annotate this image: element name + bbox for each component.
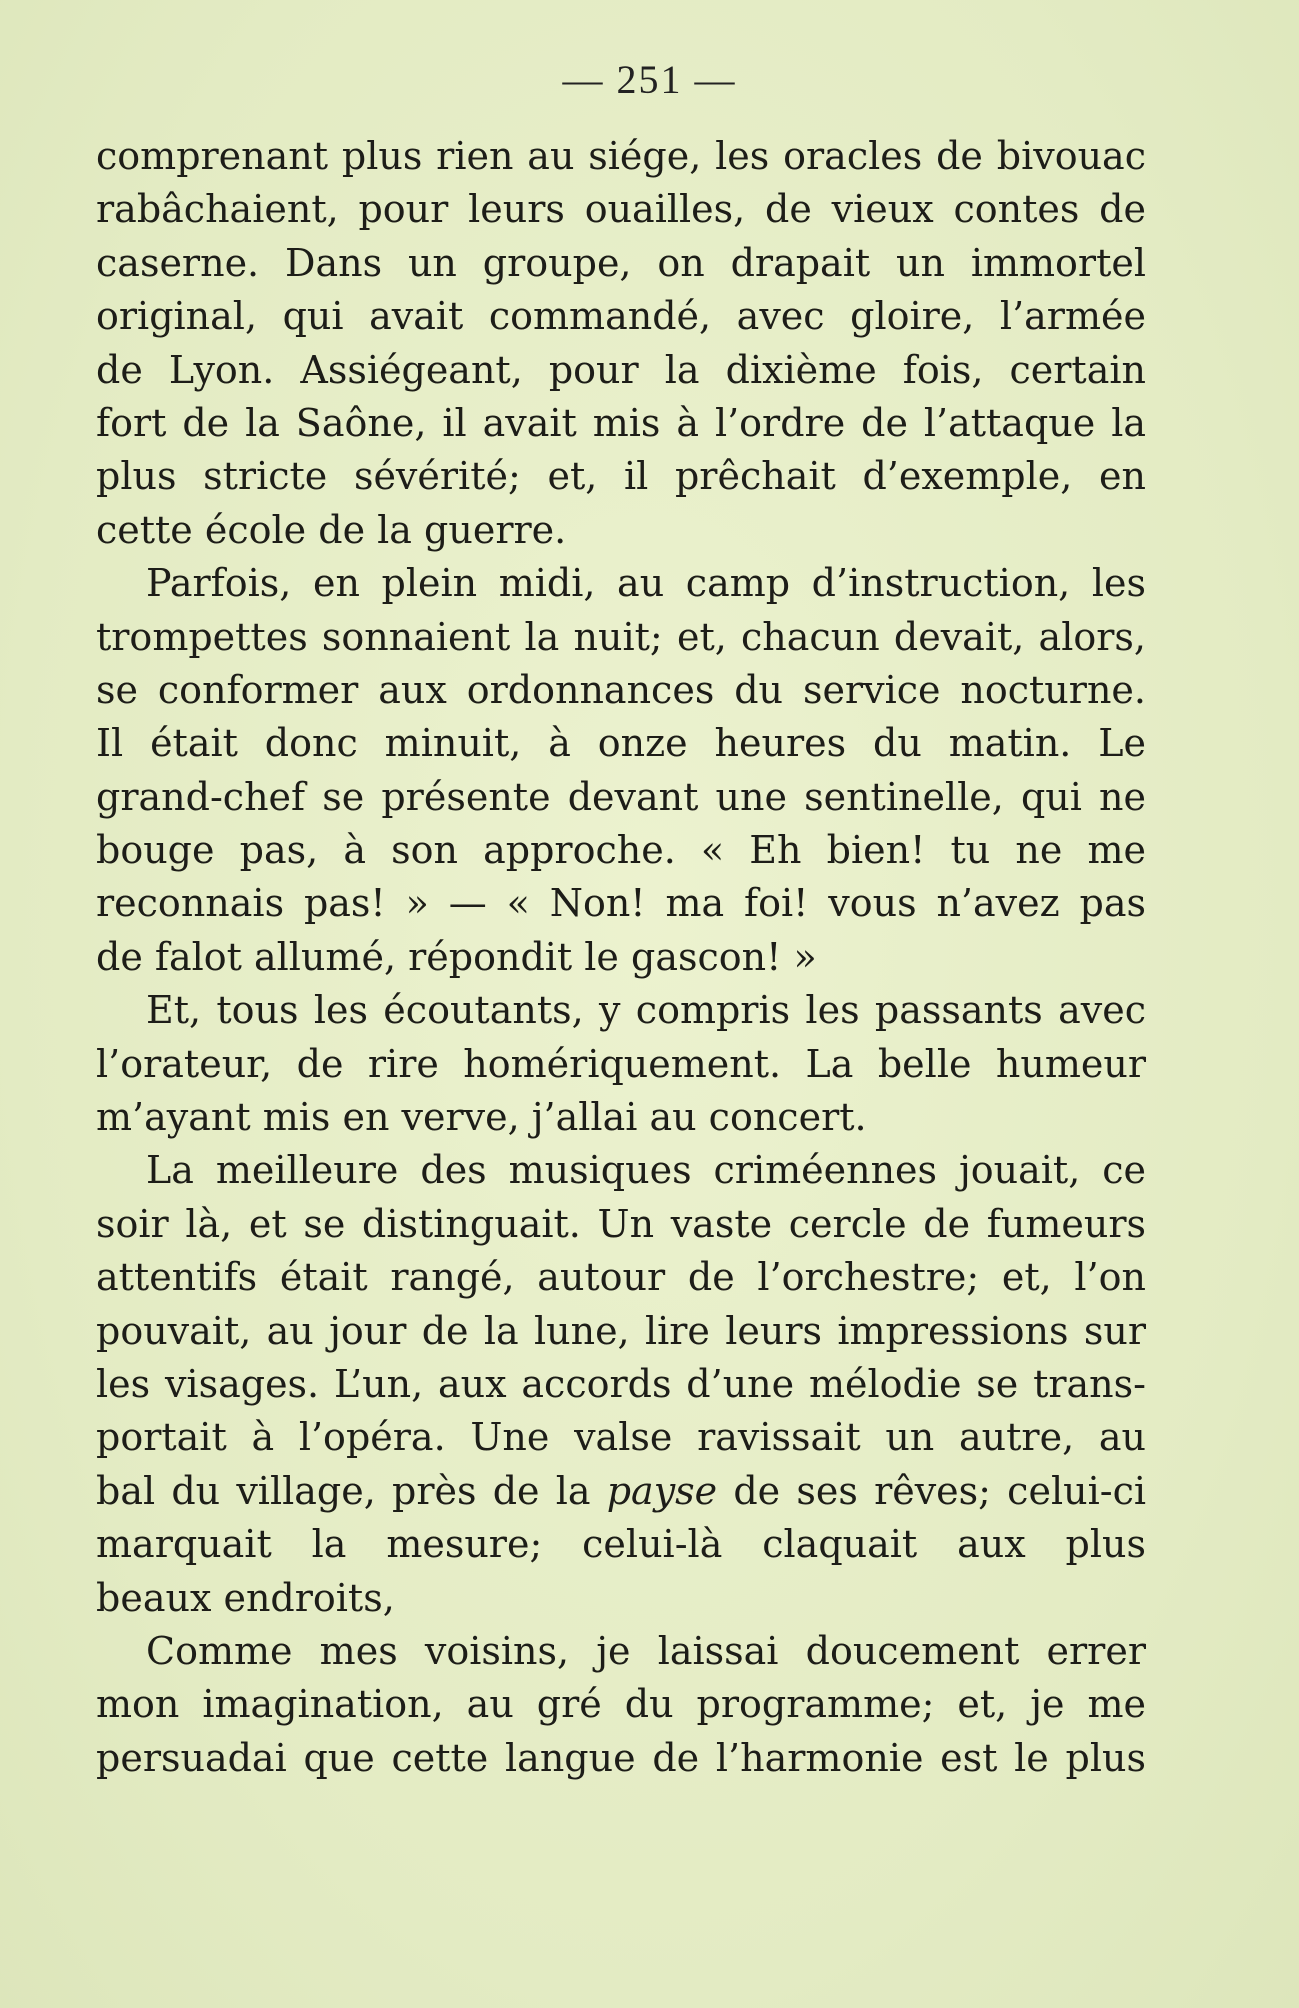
page-number: — 251 — <box>562 57 737 102</box>
body-text <box>96 130 1146 1785</box>
text-line: original, qui avait commandé, avec gloire, l’armée <box>96 294 1146 339</box>
text-line: se conformer aux ordonnances du service nocturne. <box>96 667 1146 712</box>
text-line: comprenant plus rien au siége, les oracles de bivouac <box>96 134 1146 178</box>
text-line: de Lyon. Assiégeant, pour la dixième fois, certain <box>96 347 1146 392</box>
text-line: bouge pas, à son approche. « Eh bien! tu ne me <box>96 828 1146 873</box>
text-line: marquait la mesure; celui-là claquait aux plus <box>96 1522 1146 1567</box>
text-line: fort de la Saône, il avait mis à l’ordre de l’attaque la <box>96 400 1146 445</box>
text-line: mon imagination, au gré du programme; et, je me <box>96 1682 1146 1727</box>
text-line: persuadai que cette langue de l’harmonie est le plus <box>96 1735 1146 1780</box>
text-line: m’ayant mis en verve, j’allai au concert. <box>96 1095 867 1140</box>
text-line: La meilleure des musiques criméennes jouait, ce <box>146 1148 1146 1193</box>
text-line: soir là, et se distinguait. Un vaste cercle de fumeurs <box>96 1201 1146 1246</box>
text-line: Parfois, en plein midi, au camp d’instruction, les <box>146 561 1146 606</box>
text-line: de falot allumé, répondit le gascon! » <box>96 934 817 979</box>
text-line: bal du village, près de la payse de ses rêves; celui-ci <box>96 1468 1146 1513</box>
text-line: reconnais pas! » — « Non! ma foi! vous n’avez pas <box>96 881 1146 926</box>
text-line: beaux endroits, <box>96 1575 395 1620</box>
text-line: Il était donc minuit, à onze heures du matin. Le <box>96 721 1146 766</box>
text-line: caserne. Dans un groupe, on drapait un immortel <box>96 240 1146 285</box>
text-line: l’orateur, de rire homériquement. La belle humeur <box>96 1041 1146 1086</box>
text-line: trompettes sonnaient la nuit; et, chacun devait, alors, <box>96 614 1146 659</box>
text-line: les visages. L’un, aux accords d’une mélodie se trans- <box>96 1361 1146 1406</box>
text-line: cette école de la guerre. <box>96 507 567 552</box>
text-line: grand-chef se présente devant une sentinelle, qui ne <box>96 774 1146 819</box>
text-line: Comme mes voisins, je laissai doucement errer <box>146 1628 1146 1673</box>
text-line: rabâchaient, pour leurs ouailles, de vieux contes de <box>96 187 1146 232</box>
text-line: pouvait, au jour de la lune, lire leurs impressions sur <box>96 1308 1146 1353</box>
text-line: portait à l’opéra. Une valse ravissait un autre, au <box>96 1415 1146 1460</box>
text-line: attentifs était rangé, autour de l’orchestre; et, l’on <box>96 1255 1146 1300</box>
text-line: Et, tous les écoutants, y compris les passants avec <box>146 988 1146 1033</box>
text-line: plus stricte sévérité; et, il prêchait d’exemple, en <box>96 454 1146 499</box>
